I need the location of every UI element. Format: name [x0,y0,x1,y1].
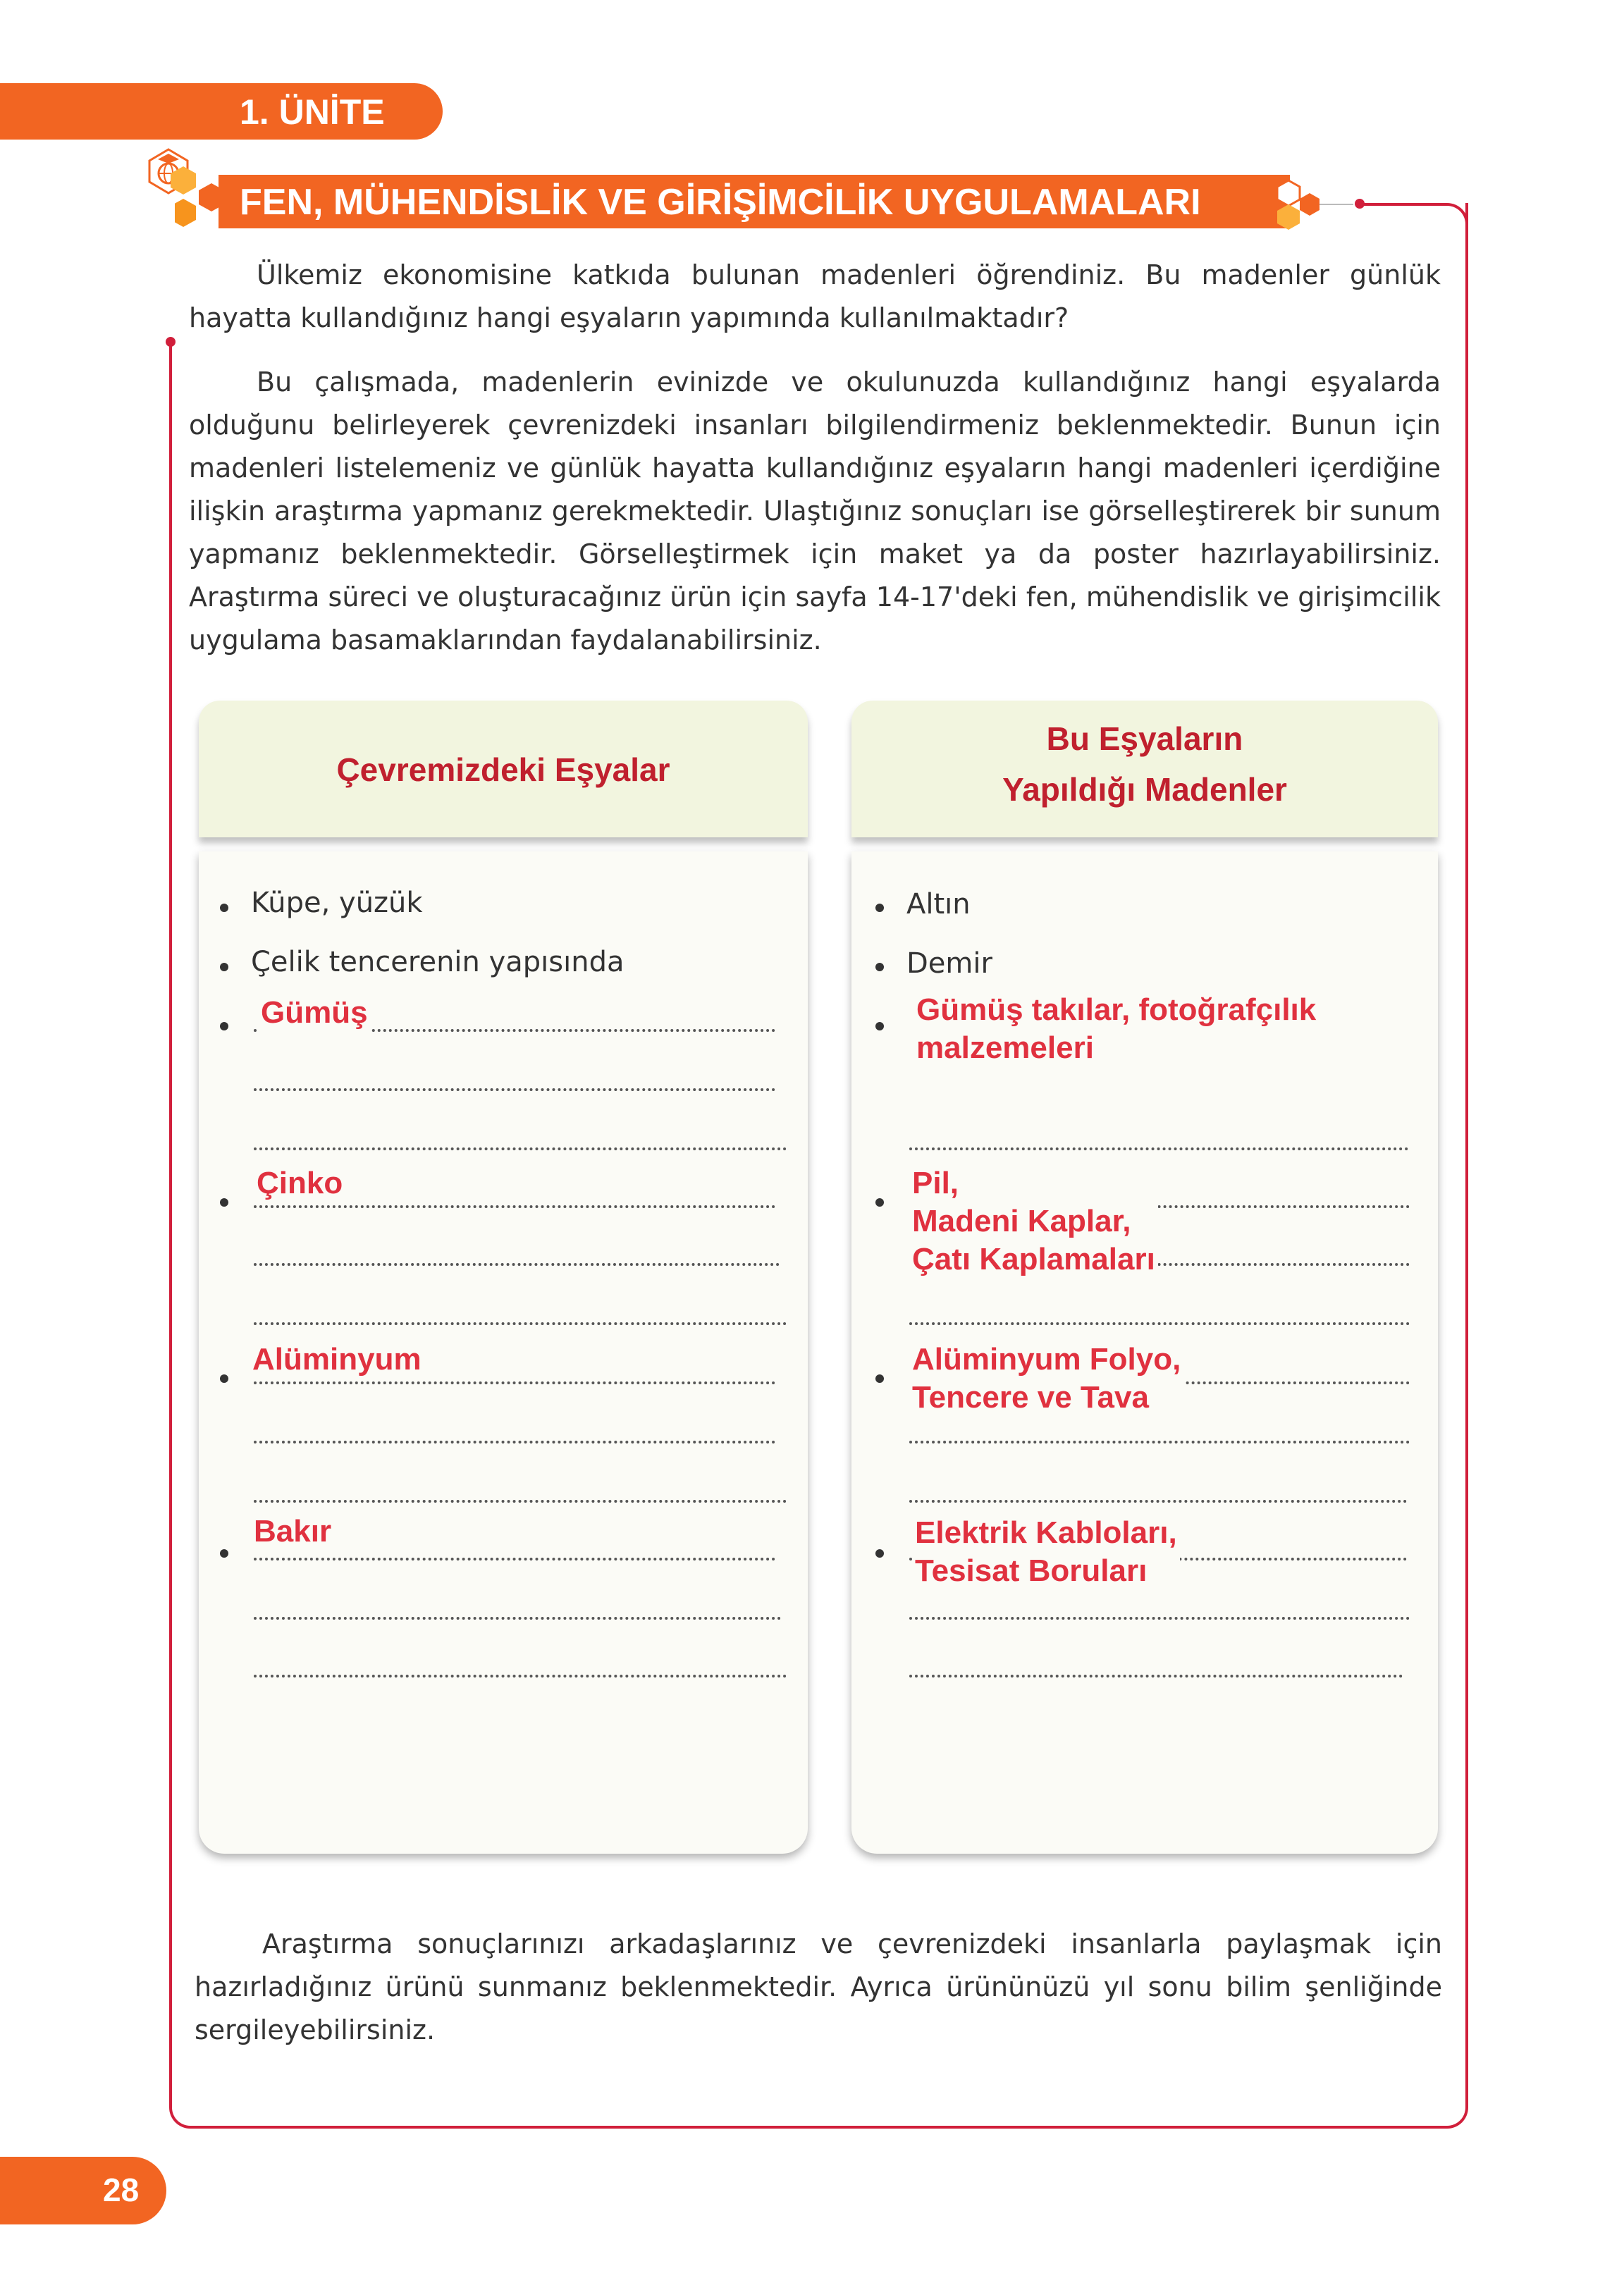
page-number-tab [0,2157,166,2224]
bullet [220,904,228,912]
frame-dot [1355,199,1365,209]
answer-text: Bakır [251,1513,334,1551]
answer-line [909,1617,1410,1620]
left-header-text: Çevremizdeki Eşyalar [336,751,670,788]
bullet [875,1549,884,1558]
answer-line [254,1322,787,1325]
frame-dot [166,337,176,347]
bullet [220,1374,228,1383]
right-header-line-2: Yapıldığı Madenler [1002,771,1287,808]
answer-line [909,1147,1408,1150]
answer-line [254,1500,787,1503]
answer-line [909,1500,1407,1503]
bullet [875,963,884,971]
bullet [875,1022,884,1030]
answer-text: Alüminyum Folyo, Tencere ve Tava [909,1341,1183,1417]
answer-line [254,1617,781,1620]
answer-line [254,1381,775,1384]
bullet [875,1374,884,1383]
answer-line [909,1441,1410,1443]
bullet [220,1198,228,1207]
closing-paragraph: Araştırma sonuçlarınızı arkadaşlarınız ve çevrenizdeki insanlarla paylaşmak için hazırladığınız ürünü sunmanız beklenmektedir. Ayrıca ürününüzü yıl sonu bilim şenliğinde sergileyebilirsiniz. [195,1928,1442,2045]
bullet [220,1549,228,1558]
answer-text: Alüminyum [250,1341,424,1379]
frame-top-corner [1360,203,1468,234]
page-number: 28 [103,2172,140,2208]
answer-line [909,1675,1403,1678]
answer-line [254,1441,775,1443]
list-item: Çelik tencerenin yapısında [251,946,625,978]
intro-paragraph-2: Bu çalışmada, madenlerin evinizde ve okulunuzda kullandığınız hangi eşyalarda olduğunu belirleyerek çevrenizdeki insanları bilgilendirmeniz beklenmektedir. Bunun için madenleri listelemeniz ve günlük hayatta kullandığınız eşyaların hangi madenleri içerdiğine ilişkin araştırma yapmanız gerekmektedir. Ulaştığınız sonuçları ise görselleştirerek bir sunum yapmanız beklenmektedir. Görselleştirmek için maket ya da poster hazırlayabilirsiniz. Araştırma süreci ve oluşturacağınız ürün için sayfa 14-17'deki fen, mühendislik ve girişimcilik uygulama basamaklarından faydalanabilirsiniz. [189,367,1441,655]
bullet [875,904,884,912]
answer-line [254,1088,775,1091]
answer-line [909,1322,1410,1325]
answer-text: Gümüş takılar, fotoğrafçılık malzemeleri [914,991,1413,1067]
bullet [220,1022,228,1030]
answer-line [254,1205,775,1208]
bullet [875,1198,884,1207]
right-column-header [851,701,1438,837]
answer-line [254,1675,787,1678]
answer-text: Pil, Madeni Kaplar, Çatı Kaplamaları [909,1164,1158,1279]
answer-text: Çinko [254,1164,345,1202]
unit-tab [0,83,443,140]
left-column-header [199,701,808,837]
answer-line [254,1263,780,1266]
list-item: Demir [906,947,992,980]
bullet [220,963,228,971]
answer-text: Elektrik Kabloları, Tesisat Boruları [912,1514,1180,1590]
answer-line [254,1558,775,1560]
section-title: FEN, MÜHENDİSLİK VE GİRİŞİMCİLİK UYGULAMALARI [240,182,1201,223]
intro-paragraph-1: Ülkemiz ekonomisine katkıda bulunan madenleri öğrendiniz. Bu madenler günlük hayatta kullandığınız hangi eşyaların yapımında kullanılmaktadır? [189,259,1441,333]
list-item: Altın [906,888,971,921]
right-header-line-1: Bu Eşyaların [1046,720,1243,757]
unit-label: 1. ÜNİTE [240,92,385,132]
answer-line [254,1147,787,1150]
list-item: Küpe, yüzük [251,887,423,919]
answer-text: Gümüş [258,994,371,1032]
